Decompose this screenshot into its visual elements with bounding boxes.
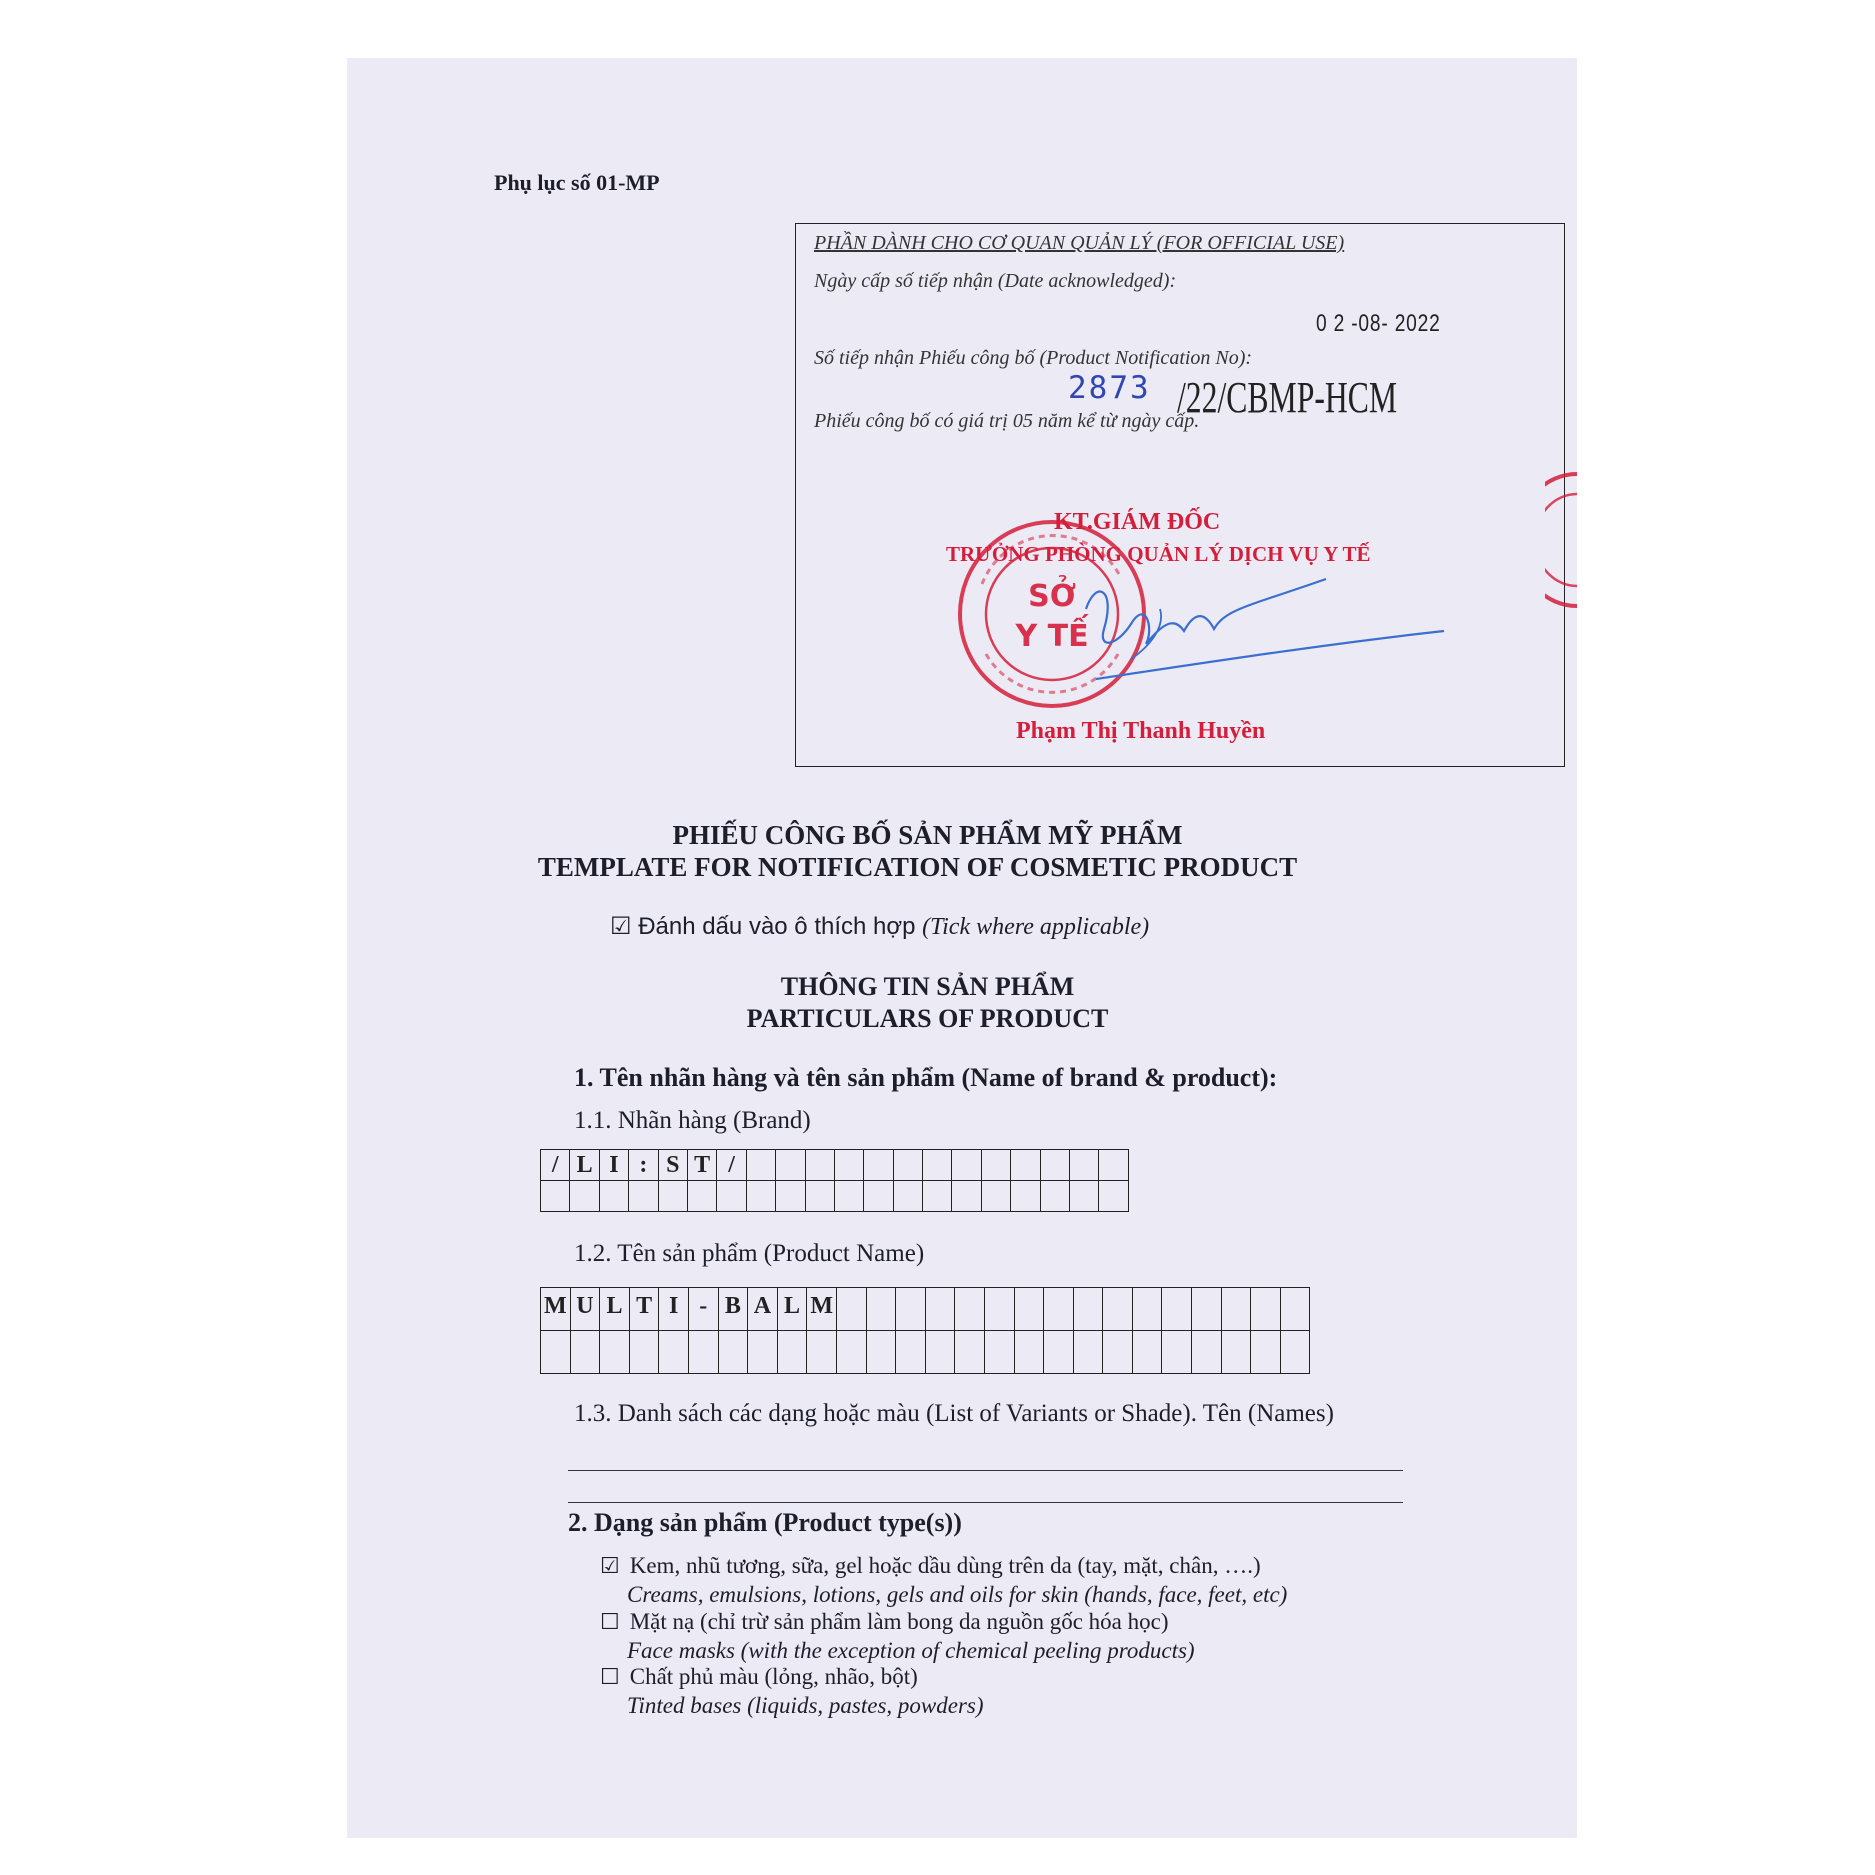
notification-number-stamp: /22/CBMP-HCM <box>1177 373 1398 422</box>
option-3-vi: Chất phủ màu (lỏng, nhão, bột) <box>629 1664 918 1689</box>
grid-cell <box>805 1150 834 1181</box>
grid-cell <box>923 1150 952 1181</box>
grid-cell <box>1070 1150 1099 1181</box>
grid-cell <box>1014 1331 1044 1374</box>
grid-cell <box>570 1331 600 1374</box>
section1-heading: 1. Tên nhãn hàng và tên sản phẩm (Name of brand & product): <box>574 1063 1278 1092</box>
grid-cell <box>866 1331 896 1374</box>
grid-cell <box>1103 1331 1133 1374</box>
grid-cell: I <box>659 1288 689 1331</box>
grid-cell <box>893 1181 922 1212</box>
checked-box-icon: ☑ <box>610 913 632 940</box>
grid-cell <box>1014 1288 1044 1331</box>
grid-cell <box>718 1331 748 1374</box>
grid-cell <box>925 1288 955 1331</box>
grid-cell <box>955 1331 985 1374</box>
option-2-vi: Mặt nạ (chỉ trừ sản phẩm làm bong da nguồn gốc hóa học) <box>629 1609 1169 1634</box>
grid-cell <box>1040 1181 1069 1212</box>
signer-name: Phạm Thị Thanh Huyền <box>1016 718 1266 744</box>
particulars-heading-vi: THÔNG TIN SẢN PHẨM <box>780 972 1075 1001</box>
grid-cell <box>1280 1288 1310 1331</box>
grid-cell <box>777 1331 807 1374</box>
product-name-character-grid <box>540 1287 1310 1374</box>
signer-role-line1: KT.GIÁM ĐỐC <box>1054 509 1221 535</box>
grid-cell: U <box>570 1288 600 1331</box>
grid-cell: L <box>777 1288 807 1331</box>
grid-cell <box>541 1181 570 1212</box>
grid-cell <box>717 1181 746 1212</box>
grid-cell <box>864 1181 893 1212</box>
signer-role-line2: TRƯỞNG PHÒNG QUẢN LÝ DỊCH VỤ Y TẾ <box>946 542 1371 566</box>
grid-cell <box>836 1331 866 1374</box>
grid-cell <box>1011 1150 1040 1181</box>
tick-instruction-vi: Đánh dấu vào ô thích hợp <box>638 913 916 940</box>
official-use-title: PHẦN DÀNH CHO CƠ QUAN QUẢN LÝ (FOR OFFICIAL USE) <box>814 232 1345 254</box>
grid-cell: / <box>717 1150 746 1181</box>
seal-text-line2: Y TẾ <box>1015 619 1089 654</box>
grid-cell <box>1070 1181 1099 1212</box>
grid-cell: M <box>807 1288 837 1331</box>
official-use-box <box>795 223 1565 767</box>
grid-cell <box>834 1150 863 1181</box>
notification-number-handwritten: 2873 <box>1068 370 1151 406</box>
grid-cell <box>1099 1150 1128 1181</box>
grid-cell <box>1162 1331 1192 1374</box>
grid-cell <box>687 1181 716 1212</box>
grid-cell: - <box>688 1288 718 1331</box>
product-type-option-2[interactable] <box>600 1609 1169 1635</box>
grid-cell <box>541 1331 571 1374</box>
grid-cell <box>1044 1288 1074 1331</box>
grid-cell <box>834 1181 863 1212</box>
grid-cell: T <box>687 1150 716 1181</box>
grid-cell <box>1040 1150 1069 1181</box>
grid-cell <box>866 1288 896 1331</box>
notification-number-label: Số tiếp nhận Phiếu công bố (Product Notification No): <box>814 347 1253 369</box>
grid-cell <box>1221 1288 1251 1331</box>
variants-label: 1.3. Danh sách các dạng hoặc màu (List of Variants or Shade). Tên (Names) <box>574 1400 1334 1427</box>
grid-cell <box>599 1181 628 1212</box>
document-title-en: TEMPLATE FOR NOTIFICATION OF COSMETIC PRODUCT <box>537 852 1298 882</box>
grid-cell <box>925 1331 955 1374</box>
grid-cell <box>746 1181 775 1212</box>
grid-cell <box>1099 1181 1128 1212</box>
grid-cell <box>1192 1331 1222 1374</box>
product-name-label: 1.2. Tên sản phẩm (Product Name) <box>574 1240 925 1267</box>
grid-cell <box>1103 1288 1133 1331</box>
grid-cell: S <box>658 1150 687 1181</box>
grid-cell: L <box>600 1288 630 1331</box>
tick-instruction-en: (Tick where applicable) <box>922 914 1150 940</box>
grid-cell <box>981 1150 1010 1181</box>
grid-cell <box>1073 1331 1103 1374</box>
section2-heading: 2. Dạng sản phẩm (Product type(s)) <box>568 1508 962 1537</box>
checked-box-icon[interactable]: ☑ <box>600 1554 620 1579</box>
product-type-option-1[interactable] <box>600 1553 1261 1579</box>
grid-cell: I <box>599 1150 628 1181</box>
grid-cell <box>1221 1331 1251 1374</box>
grid-cell <box>1073 1288 1103 1331</box>
grid-cell <box>659 1331 689 1374</box>
grid-cell <box>748 1331 778 1374</box>
grid-cell <box>570 1181 599 1212</box>
document-title-vi: PHIẾU CÔNG BỐ SẢN PHẨM MỸ PHẨM <box>672 820 1183 850</box>
grid-cell <box>1132 1288 1162 1331</box>
option-1-vi: Kem, nhũ tương, sữa, gel hoặc dầu dùng trên da (tay, mặt, chân, ….) <box>629 1553 1261 1578</box>
grid-cell: T <box>629 1288 659 1331</box>
grid-cell <box>893 1150 922 1181</box>
seal-text-line1: SỞ <box>1028 579 1076 614</box>
grid-cell: : <box>629 1150 658 1181</box>
grid-cell <box>952 1181 981 1212</box>
grid-cell <box>807 1331 837 1374</box>
date-acknowledged-stamp: 0 2 -08- 2022 <box>1316 310 1441 337</box>
grid-cell <box>776 1181 805 1212</box>
grid-cell <box>1280 1331 1310 1374</box>
grid-cell: M <box>541 1288 571 1331</box>
grid-cell <box>1132 1331 1162 1374</box>
grid-cell <box>836 1288 866 1331</box>
option-2-en: Face masks (with the exception of chemical peeling products) <box>627 1638 1195 1663</box>
grid-cell <box>629 1331 659 1374</box>
grid-cell <box>864 1150 893 1181</box>
option-1-en: Creams, emulsions, lotions, gels and oils for skin (hands, face, feet, etc) <box>627 1582 1288 1607</box>
grid-cell <box>629 1181 658 1212</box>
grid-cell <box>923 1181 952 1212</box>
grid-cell <box>896 1288 926 1331</box>
grid-cell <box>984 1331 1014 1374</box>
grid-cell: B <box>718 1288 748 1331</box>
grid-cell <box>896 1331 926 1374</box>
annex-label: Phụ lục số 01-MP <box>494 170 660 195</box>
grid-cell <box>1251 1288 1281 1331</box>
grid-cell <box>1251 1331 1281 1374</box>
partial-seal-edge <box>1545 470 1577 610</box>
product-type-option-3[interactable] <box>600 1664 918 1690</box>
grid-cell <box>600 1331 630 1374</box>
option-3-en: Tinted bases (liquids, pastes, powders) <box>627 1693 984 1718</box>
unchecked-box-icon[interactable]: ☐ <box>600 1665 620 1690</box>
grid-cell <box>984 1288 1014 1331</box>
unchecked-box-icon[interactable]: ☐ <box>600 1610 620 1635</box>
grid-cell: L <box>570 1150 599 1181</box>
particulars-heading-en: PARTICULARS OF PRODUCT <box>746 1004 1109 1033</box>
brand-label: 1.1. Nhãn hàng (Brand) <box>574 1107 811 1134</box>
grid-cell <box>658 1181 687 1212</box>
grid-cell: / <box>541 1150 570 1181</box>
signature-mark <box>1076 569 1456 699</box>
grid-cell <box>776 1150 805 1181</box>
grid-cell <box>1044 1331 1074 1374</box>
variants-line-1 <box>568 1470 1403 1471</box>
grid-cell <box>1192 1288 1222 1331</box>
tick-instruction <box>610 912 1149 941</box>
grid-cell <box>688 1331 718 1374</box>
grid-cell <box>1162 1288 1192 1331</box>
grid-cell <box>805 1181 834 1212</box>
grid-cell: A <box>748 1288 778 1331</box>
validity-statement: Phiếu công bố có giá trị 05 năm kể từ ngày cấp. <box>814 410 1200 432</box>
grid-cell <box>955 1288 985 1331</box>
grid-cell <box>746 1150 775 1181</box>
date-acknowledged-label: Ngày cấp số tiếp nhận (Date acknowledged): <box>814 270 1177 292</box>
variants-line-2 <box>568 1502 1403 1503</box>
grid-cell <box>952 1150 981 1181</box>
brand-character-grid <box>540 1149 1129 1212</box>
grid-cell <box>1011 1181 1040 1212</box>
grid-cell <box>981 1181 1010 1212</box>
